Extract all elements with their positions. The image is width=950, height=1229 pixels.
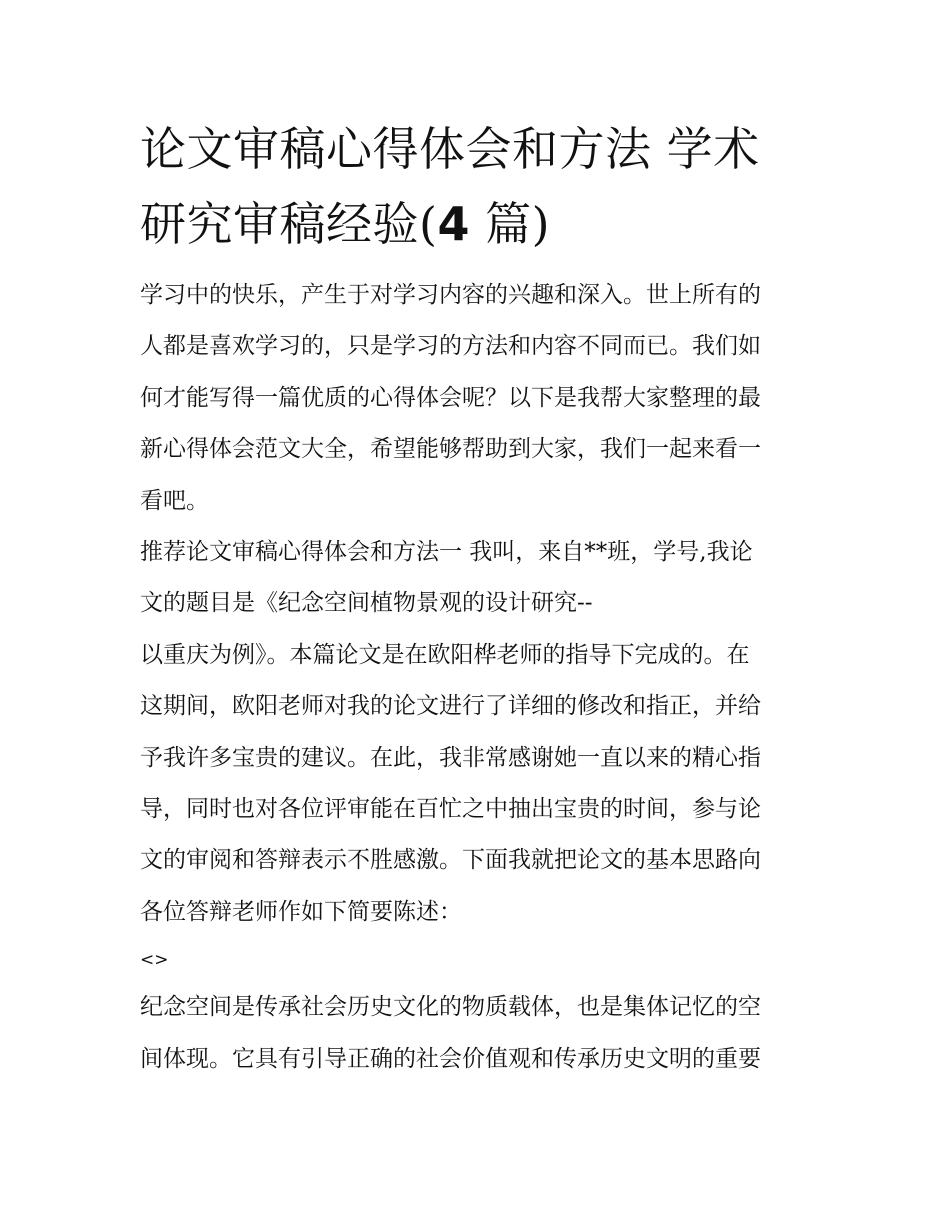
paragraph-line: 这期间，欧阳老师对我的论文进行了详细的修改和指正，并给 [140, 693, 761, 720]
paragraph-line: 何才能写得一篇优质的心得体会呢？以下是我帮大家整理的最 [140, 384, 761, 411]
paragraph-line: 纪念空间是传承社会历史文化的物质载体，也是集体记忆的空 [140, 994, 761, 1021]
body-paragraph [140, 527, 812, 938]
paragraph-line: 予我许多宝贵的建议。在此，我非常感谢她一直以来的精心指 [140, 744, 761, 771]
paragraph-line: 推荐论文审稿心得体会和方法一 我叫，来自**班，学号,我论 [140, 539, 753, 566]
paragraph-line: 文的审阅和答辩表示不胜感激。下面我就把论文的基本思路向 [140, 847, 761, 874]
paragraph-line: 导，同时也对各位评审能在百忙之中抽出宝贵的时间，参与论 [140, 796, 761, 823]
document-title [140, 112, 812, 262]
title-line-2-pre: 研究审稿经验( [140, 197, 438, 251]
title-line-2-num: 4 [437, 197, 470, 251]
intro-paragraph [140, 270, 812, 527]
paragraph-line: 以重庆为例》。本篇论文是在欧阳桦老师的指导下完成的。在 [140, 641, 750, 668]
paragraph-line: 人都是喜欢学习的，只是学习的方法和内容不同而已。我们如 [140, 333, 761, 360]
document-content [140, 112, 812, 1085]
section-marker: <> [140, 950, 169, 971]
paragraph-line: 看吧。 [140, 487, 209, 514]
closing-paragraph [140, 982, 812, 1085]
title-line-2-post: 篇) [469, 197, 551, 251]
paragraph-line: 间体现。它具有引导正确的社会价值观和传承历史文明的重要 [140, 1045, 761, 1072]
title-line-1: 论文审稿心得体会和方法 学术 [140, 122, 760, 176]
paragraph-line: 新心得体会范文大全，希望能够帮助到大家，我们一起来看一 [140, 436, 761, 463]
paragraph-line: 文的题目是《纪念空间植物景观的设计研究-- [140, 590, 593, 617]
paragraph-line: 学习中的快乐，产生于对学习内容的兴趣和深入。世上所有的 [140, 282, 761, 308]
paragraph-line: 各位答辩老师作如下简要陈述： [140, 898, 462, 925]
